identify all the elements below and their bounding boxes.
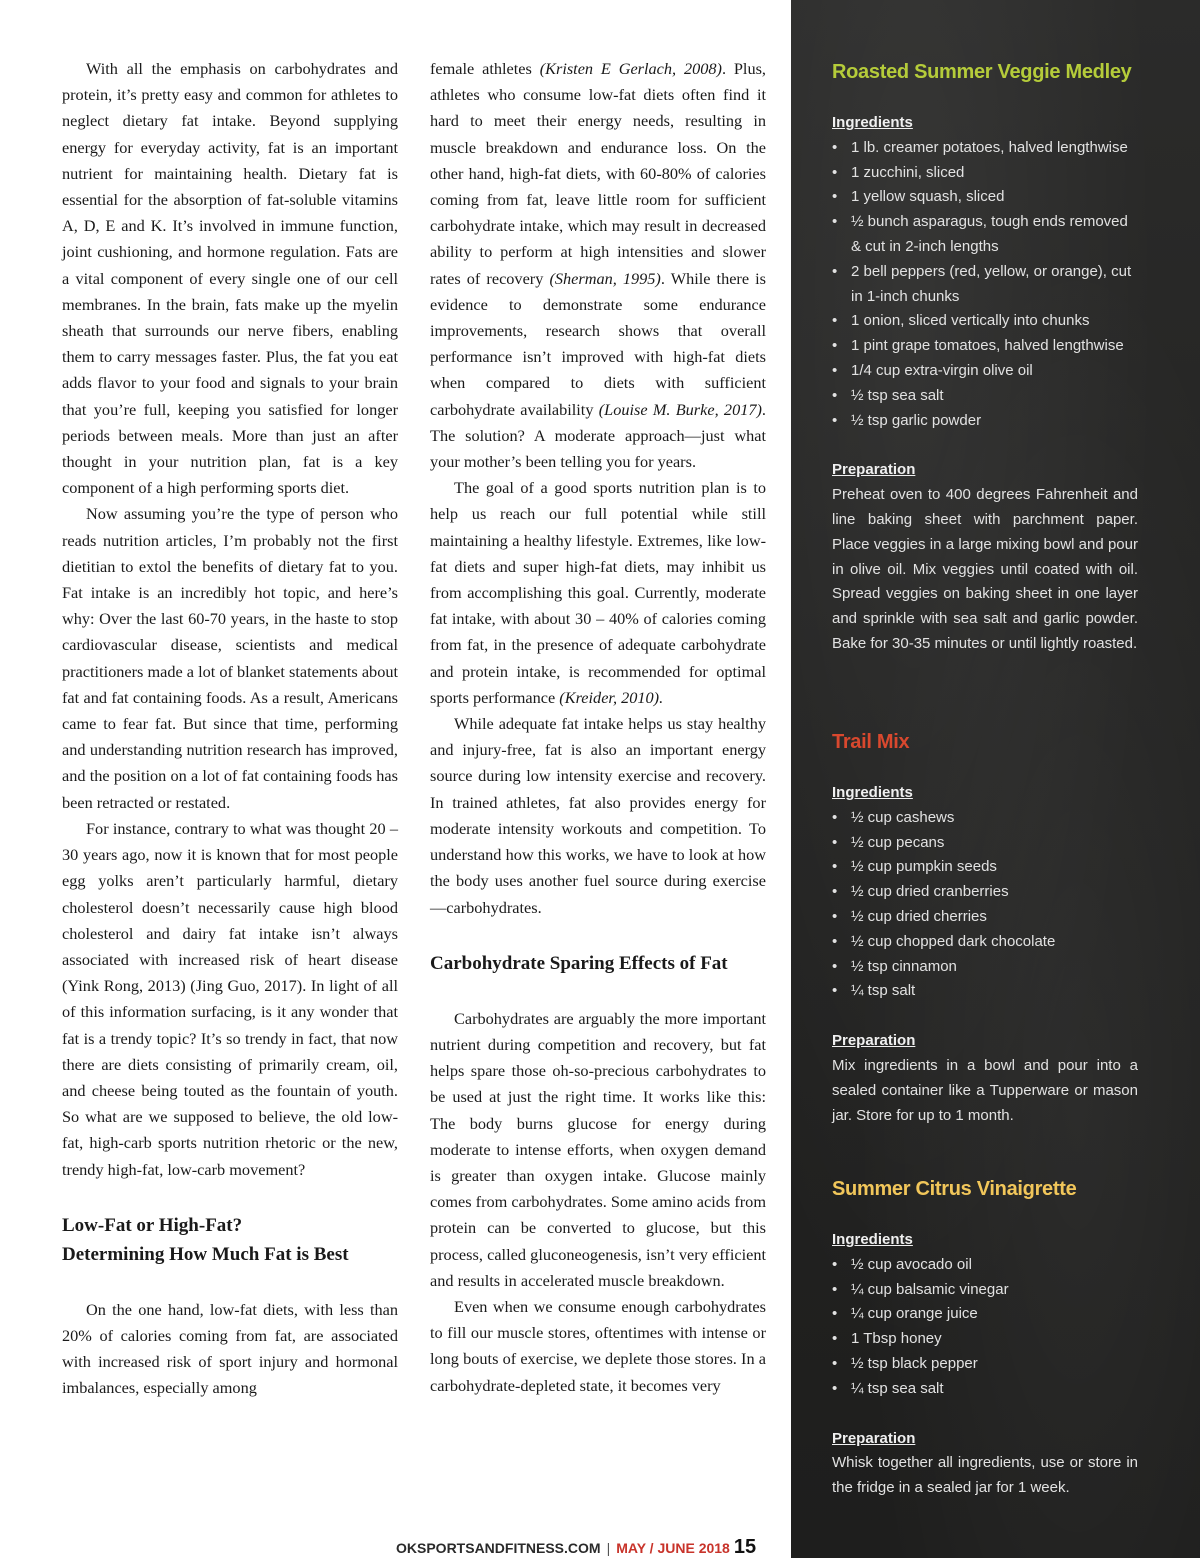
recipe-title: Roasted Summer Veggie Medley <box>832 61 1132 83</box>
ingredient-item: • ½ cup pumpkin seeds <box>832 855 1138 880</box>
recipe-card <box>832 729 1138 1128</box>
article-column-2 <box>430 56 766 1399</box>
citation: (Louise M. Burke, 2017) <box>598 399 762 419</box>
ingredients-label: Ingredients <box>832 114 913 131</box>
ingredient-item: • ½ tsp black pepper <box>832 1352 1138 1377</box>
ingredients-list <box>832 806 1138 1004</box>
ingredient-item: • ½ cup dried cranberries <box>832 880 1138 905</box>
ingredient-item: • ½ cup dried cherries <box>832 905 1138 930</box>
text-run: female athletes <box>430 59 540 78</box>
preparation-label: Preparation <box>832 1032 916 1050</box>
ingredients-list <box>832 136 1138 434</box>
body-paragraph: On the one hand, low-fat diets, with less than 20% of calories coming from fat, are associated with increased risk of sport injury and hormonal imbalances, especially among <box>62 1299 398 1398</box>
body-paragraph: Now assuming you’re the type of person who reads nutrition articles, I’m probably not the first dietitian to extol the benefits of dietary fat to you. Fat intake is an incredibly hot topic, and here’s why: Over the last 60-70 years, in the haste to stop cardiovascular disease, scientists and medical practitioners made a lot of blanket statements about fat and fat containing foods. As a result, Americans came to fear fat. But since that time, performing and understanding nutrition research has improved, and the position on a lot of fat containing foods has been retracted or restated. <box>62 504 398 812</box>
footer-issue: MAY / JUNE 2018 <box>616 1540 730 1556</box>
ingredient-item: • ¼ tsp salt <box>832 979 1138 1004</box>
body-paragraph: Carbohydrates are arguably the more important nutrient during competition and recovery, but fat helps spare those oh-so-precious carbohydrates to be used at just the right time. It works like this: The body burns glucose for energy during moderate to intense efforts, when oxygen demand is greater than oxygen intake. Glucose mainly comes from carbohydrates. Some amino acids from protein can be converted to glucose, but this process, called gluconeogenesis, isn’t very efficient and results in accelerated muscle breakdown. <box>430 1008 766 1290</box>
ingredient-item: • ¼ tsp sea salt <box>832 1377 1138 1402</box>
recipe-card <box>832 1176 1138 1501</box>
ingredient-item: • ½ bunch asparagus, tough ends removed & cut in 2-inch lengths <box>832 210 1138 260</box>
ingredient-item: • ½ cup avocado oil <box>832 1253 1138 1278</box>
ingredient-item: • ½ tsp garlic powder <box>832 409 1138 434</box>
section-heading <box>62 1211 398 1269</box>
body-paragraph <box>430 475 766 711</box>
preparation-text: Preheat oven to 400 degrees Fahrenheit and line baking sheet with parchment paper. Place veggies in a large mixing bowl and pour in olive oil. Mix veggies until coated with oil. Spread veggies on baking sheet in one layer and sprinkle with sea salt and garlic powder. Bake for 30-35 minutes or until lightly roasted. <box>832 486 1138 652</box>
ingredient-item: • ¼ cup orange juice <box>832 1302 1138 1327</box>
ingredients-label: Ingredients <box>832 784 913 801</box>
ingredient-item: • 1 lb. creamer potatoes, halved lengthwise <box>832 136 1138 161</box>
ingredient-item: • ¼ cup balsamic vinegar <box>832 1278 1138 1303</box>
text-run: . The solution? A moderate approach—just what your mother’s been telling you for years. <box>430 399 766 472</box>
preparation-label: Preparation <box>832 461 916 479</box>
section-heading-line: Determining How Much Fat is Best <box>62 1243 349 1265</box>
citation: (Sherman, 1995) <box>549 268 661 288</box>
page-footer <box>396 1536 756 1559</box>
ingredient-item: • 1 Tbsp honey <box>832 1327 1138 1352</box>
body-paragraph: Even when we consume enough carbohydrates to fill our muscle stores, oftentimes with intense or long bouts of exercise, we deplete those stores. In a carbohydrate-depleted state, it becomes very <box>430 1296 766 1395</box>
ingredient-item: • 2 bell peppers (red, yellow, or orange), cut in 1-inch chunks <box>832 260 1138 310</box>
text-run: . Plus, athletes who consume low-fat diets often find it hard to meet their energy needs, resulting in muscle breakdown and endurance loss. On the other hand, high-fat diets, with 60-80% of calories coming from fat, leave little room for sufficient carbohydrate intake, which may result in decreased ability to perform at high intensities and slower rates of recovery <box>430 59 766 288</box>
ingredient-item: • ½ tsp sea salt <box>832 384 1138 409</box>
preparation-text: Mix ingredients in a bowl and pour into a sealed container like a Tupperware or mason jar. Store for up to 1 month. <box>832 1056 1138 1124</box>
body-paragraph: With all the emphasis on carbohydrates and protein, it’s pretty easy and common for athletes to neglect dietary fat intake. Beyond supplying energy for everyday activity, fat is an important nutrient for maintaining health. Dietary fat is essential for the absorption of fat-soluble vitamins A, D, E and K. It’s involved in immune function, joint cushioning, and hormone regulation. Fats are a vital component of every single one of our cell membranes. In the brain, fats make up the myelin sheath that surrounds our nerve fibers, enabling them to carry messages faster. Plus, the fat you eat adds flavor to your food and signals to your brain that you’re full, keeping you satisfied for longer periods between meals. More than just an after thought in your nutrition plan, fat is a key component of a high performing sports diet. <box>62 59 398 498</box>
ingredients-list <box>832 1253 1138 1402</box>
ingredient-item: • 1 zucchini, sliced <box>832 161 1138 186</box>
footer-site: OKSPORTSANDFITNESS.COM <box>396 1540 601 1556</box>
citation: (Kreider, 2010). <box>559 687 664 707</box>
ingredient-item: • ½ cup chopped dark chocolate <box>832 930 1138 955</box>
article-column-1 <box>62 56 398 1402</box>
ingredient-item: • ½ tsp cinnamon <box>832 955 1138 980</box>
text-run: The goal of a good sports nutrition plan is to help us reach our full potential while still maintaining a healthy lifestyle. Extremes, like low-fat diets and super high-fat diets, may inhibit us from accomplishing this goal. Currently, moderate fat intake, with about 30 – 40% of calories coming from fat, in the presence of adequate carbohydrate and protein intake, is recommended for optimal sports performance <box>430 478 766 707</box>
recipe-title: Trail Mix <box>832 731 910 753</box>
ingredient-item: • ½ cup cashews <box>832 806 1138 831</box>
recipe-card <box>832 59 1138 657</box>
citation: (Kristen E Gerlach, 2008) <box>539 59 722 78</box>
ingredient-item: • 1 pint grape tomatoes, halved lengthwise <box>832 334 1138 359</box>
preparation-text: Whisk together all ingredients, use or store in the fridge in a sealed jar for 1 week. <box>832 1454 1138 1497</box>
body-paragraph: For instance, contrary to what was thought 20 – 30 years ago, now it is known that for most people egg yolks aren’t particularly harmful, dietary cholesterol doesn’t necessarily cause high blood cholesterol and dairy fat intake isn’t always associated with increased risk of heart disease (Yink Rong, 2013) (Jing Guo, 2017). In light of all of this information surfacing, is it any wonder that fat is a trendy topic? It’s so trendy in fact, that now there are diets consisting of primarily cream, oil, and cheese being touted as the fountain of youth. So what are we supposed to believe, the old low-fat, high-carb sports nutrition rhetoric or the new, trendy high-fat, low-carb movement? <box>62 818 398 1179</box>
section-heading-line: Low-Fat or High-Fat? <box>62 1214 243 1236</box>
page-number: 15 <box>733 1536 757 1558</box>
ingredient-item: • 1 yellow squash, sliced <box>832 185 1138 210</box>
body-paragraph <box>430 56 766 475</box>
recipe-sidebar <box>791 0 1200 1558</box>
ingredient-item: • ½ cup pecans <box>832 831 1138 856</box>
ingredients-label: Ingredients <box>832 1231 913 1248</box>
ingredient-item: • 1/4 cup extra-virgin olive oil <box>832 359 1138 384</box>
recipe-title: Summer Citrus Vinaigrette <box>832 1178 1077 1200</box>
body-paragraph: While adequate fat intake helps us stay healthy and injury-free, fat is also an important energy source during low intensity exercise and recovery. In trained athletes, fat also provides energy for moderate intensity workouts and competition. To understand how this works, we have to look at how the body uses another fuel source during exercise—carbohydrates. <box>430 714 766 917</box>
footer-separator: | <box>606 1540 611 1556</box>
ingredient-item: • 1 onion, sliced vertically into chunks <box>832 309 1138 334</box>
section-heading: Carbohydrate Sparing Effects of Fat <box>430 952 728 974</box>
preparation-label: Preparation <box>832 1429 916 1447</box>
text-run: . While there is evidence to demonstrate some endurance improvements, research shows that overall performance isn’t improved with high-fat diets when compared to diets with sufficient carbohydrate availability <box>430 268 766 419</box>
